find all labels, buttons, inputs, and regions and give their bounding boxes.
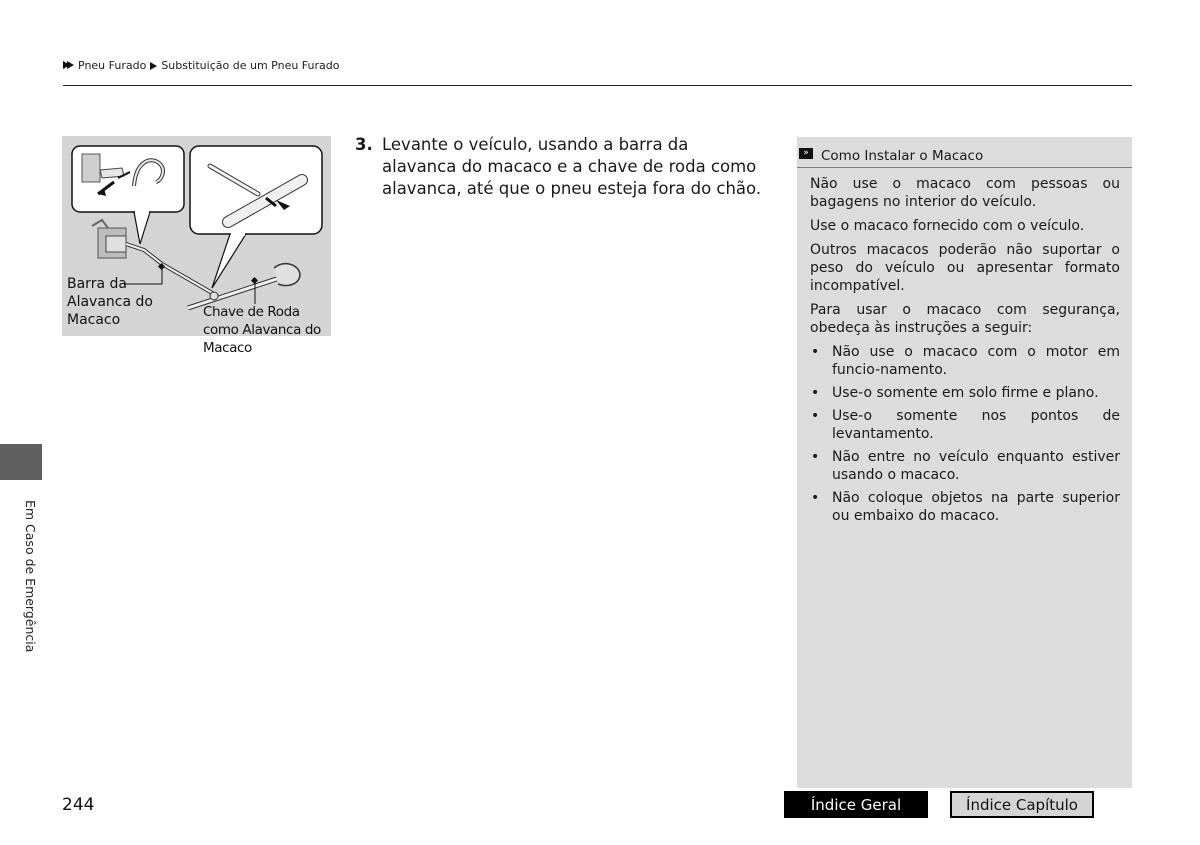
list-item: • Use-o somente nos pontos de levantamento. [810,407,1120,443]
index-chapter-button[interactable]: Índice Capítulo [950,791,1094,818]
list-item: • Não use o macaco com o motor em funcio-namento. [810,343,1120,379]
index-general-button[interactable]: Índice Geral [784,791,928,818]
page-number: 244 [62,795,95,815]
chapter-label: Em Caso de Emergência [23,500,38,653]
sidebar-paragraph: Use o macaco fornecido com o veículo. [810,218,1085,234]
list-item: • Não entre no veículo enquanto estiver usando o macaco. [810,448,1120,484]
list-item: • Use-o somente em solo firme e plano. [810,384,1120,402]
breadcrumb [63,59,339,72]
list-item: • Não coloque objetos na parte superior ou embaixo do macaco. [810,489,1120,525]
sidebar-body [810,175,1120,530]
double-chevron-icon: » [799,148,813,159]
breadcrumb-item-substituicao[interactable]: Substituição de um Pneu Furado [161,59,340,72]
sidebar-paragraph: Para usar o macaco com segurança, obedeça às instruções a seguir: [810,302,1120,336]
breadcrumb-item-pneu-furado[interactable]: Pneu Furado [78,59,147,72]
safety-list [810,343,1120,525]
chapter-tab[interactable] [0,444,42,480]
header-divider [63,85,1132,86]
jack-illustration [62,136,331,356]
sidebar-title: Como Instalar o Macaco [821,148,984,164]
step-text: Levante o veículo, usando a barra da alavanca do macaco e a chave de roda como alavanca, até que o pneu esteja fora do chão. [382,135,762,198]
wheel-wrench-label: Chave de Roda como Alavanca do Macaco [203,304,321,356]
sidebar-paragraph: Não use o macaco com pessoas ou bagagens no interior do veículo. [810,176,1120,210]
arrow-icon [150,62,157,70]
sidebar-header [797,145,1132,168]
step-3 [355,134,767,200]
info-sidebar [797,137,1132,788]
jack-bar-label: Barra da Alavanca do Macaco [67,276,153,328]
step-number: 3. [355,135,373,154]
sidebar-paragraph: Outros macacos poderão não suportar o peso do veículo ou apresentar formato incompatível. [810,242,1120,294]
double-arrow-icon [63,59,74,72]
